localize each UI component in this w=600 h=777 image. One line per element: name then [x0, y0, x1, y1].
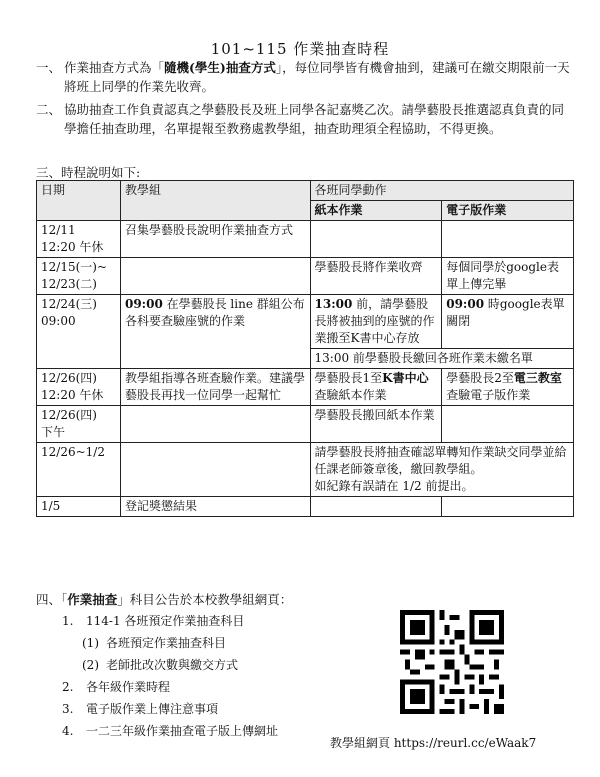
table-row	[37, 221, 574, 258]
office-cell: 召集學藝股長說明作業抽查方式	[120, 221, 310, 258]
office-cell	[120, 406, 310, 443]
table-row	[37, 258, 574, 295]
list-item: 2. 各年級作業時程	[62, 680, 171, 694]
table-header-row	[37, 181, 574, 201]
date-cell: 12/15(一)~ 12/23(二)	[37, 258, 121, 295]
header-digital: 電子版作業	[442, 201, 574, 221]
merged-action-cell: 請學藝股長將抽查確認單轉知作業缺交同學並給任課老師簽章後，繳回教學組。 如紀錄有誤請在 1/2 前提出。	[310, 443, 573, 497]
paper-cell: 學藝股長1至K書中心查驗紙本作業	[310, 369, 442, 406]
department-webpage-link[interactable]: 教學組網頁 https://reurl.cc/eWaak7	[330, 736, 537, 750]
office-cell: 09:00 在學藝股長 line 群組公布各科要查驗座號的作業	[120, 295, 310, 369]
list-item: (2) 老師批改次數與繳交方式	[82, 658, 239, 672]
rule-number: 二、	[36, 102, 62, 117]
table-row	[37, 406, 574, 443]
rule-emphasis: 隨機(學生)抽查方式	[164, 60, 276, 75]
office-cell: 教學組指導各班查驗作業。建議學藝股長再找一位同學一起幫忙	[120, 369, 310, 406]
rule-text: 作業抽查方式為「	[64, 60, 165, 75]
list-item: 3. 電子版作業上傳注意事項	[62, 702, 219, 716]
digital-cell: 09:00 時google表單關閉	[442, 295, 574, 349]
header-action: 各班同學動作	[310, 181, 573, 201]
header-office: 教學組	[120, 181, 310, 221]
table-row	[37, 497, 574, 517]
section-3-heading: 三、時程說明如下:	[36, 165, 141, 180]
office-cell	[120, 443, 310, 497]
date-cell: 1/5	[37, 497, 121, 517]
digital-cell	[442, 406, 574, 443]
document-title: 101~115 作業抽查時程	[210, 40, 390, 58]
date-cell: 12/26(四) 12:20 午休	[37, 369, 121, 406]
announcement-list	[62, 610, 278, 742]
digital-cell: 學藝股長2至電三教室查驗電子版作業	[442, 369, 574, 406]
schedule-table	[36, 180, 574, 517]
table-row	[37, 443, 574, 497]
header-date: 日期	[37, 181, 121, 221]
qr-code-icon[interactable]	[400, 610, 504, 714]
rule-number: 一、	[36, 60, 62, 75]
date-cell: 12/26~1/2	[37, 443, 121, 497]
date-cell: 12/11 12:20 午休	[37, 221, 121, 258]
section-4-heading: 四、「作業抽查」科目公告於本校教學組網頁：	[36, 592, 293, 607]
paper-cell: 學藝股長將作業收齊	[310, 258, 442, 295]
rule-text: 」，每位同學皆有機會抽到，建議可在繳交期限前一天將班上同學的作業先收齊。	[64, 60, 570, 94]
digital-cell: 每個同學於google表單上傳完畢	[442, 258, 574, 295]
paper-cell: 學藝股長搬回紙本作業	[310, 406, 442, 443]
paper-cell	[310, 497, 442, 517]
list-item: 1. 114-1 各班預定作業抽查科目	[62, 614, 245, 628]
paper-cell: 13:00 前，請學藝股長將被抽到的座號的作業搬至K書中心存放	[310, 295, 442, 349]
paper-cell	[310, 221, 442, 258]
table-row	[37, 369, 574, 406]
header-paper: 紙本作業	[310, 201, 442, 221]
rule-item-1	[36, 58, 576, 96]
table-row	[37, 295, 574, 349]
date-cell: 12/26(四) 下午	[37, 406, 121, 443]
office-cell	[120, 258, 310, 295]
rule-text: 協助抽查工作負責認真之學藝股長及班上同學各記嘉獎乙次。請學藝股長推選認真負責的同學擔任抽查助理，名單提報至教務處教學組，抽查助理須全程協助，不得更換。	[64, 102, 565, 136]
digital-cell	[442, 497, 574, 517]
rule-item-2	[36, 100, 576, 138]
list-item: (1) 各班預定作業抽查科目	[82, 636, 227, 650]
list-item: 4. 一二三年級作業抽查電子版上傳網址	[62, 724, 279, 738]
date-cell: 12/24(三) 09:00	[37, 295, 121, 369]
digital-cell	[442, 221, 574, 258]
office-cell: 登記獎懲結果	[120, 497, 310, 517]
merged-action-cell: 13:00 前學藝股長繳回各班作業未繳名單	[310, 349, 573, 369]
